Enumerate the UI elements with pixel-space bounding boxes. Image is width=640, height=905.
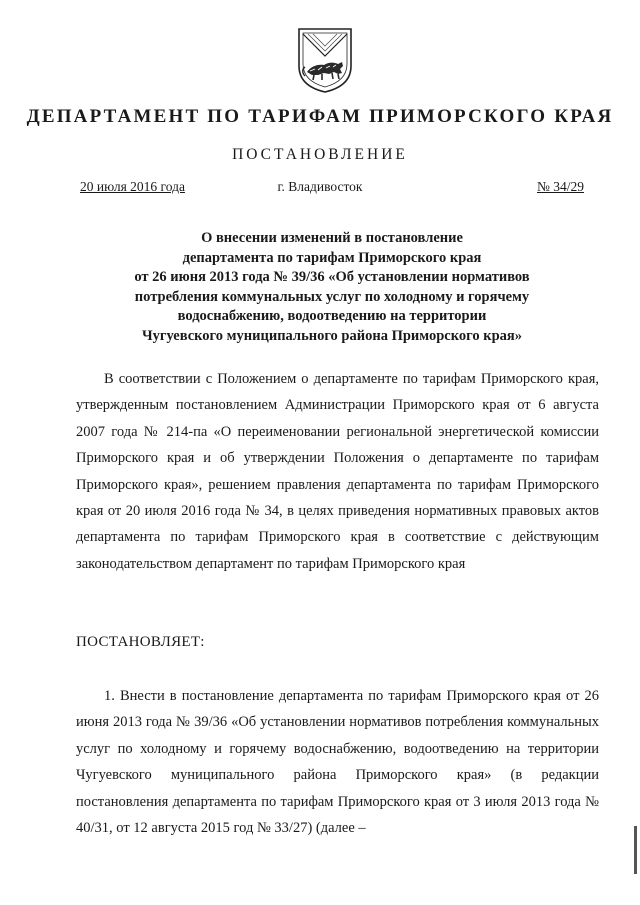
primorsky-krai-coat-of-arms-icon	[296, 26, 354, 94]
document-city: г. Владивосток	[277, 179, 363, 194]
subject-line: О внесении изменений в постановление	[201, 230, 463, 246]
subject-line: Чугуевского муниципального района Приморского края»	[141, 327, 522, 344]
department-title: ДЕПАРТАМЕНТ ПО ТАРИФАМ ПРИМОРСКОГО КРАЯ	[26, 106, 614, 127]
preamble-paragraph: В соответствии с Положением о департаменте по тарифам Приморского края, утвержденным постановлением Администрации Приморского края от 6 августа 2007 года № 214-па «О переименовании региональной энергетической комиссии Приморского края и об утверждении Положения о департаменте по тарифам Приморского края», решением правления департамента по тарифам Приморского края от 20 июля 2016 года № 34, в целях приведения нормативных правовых актов департамента по тарифам Приморского края в соответствие с действующим законодательством департамент по тарифам Приморского края	[76, 371, 599, 572]
subject-line: департамента по тарифам Приморского края	[182, 249, 482, 266]
item-1-paragraph: 1. Внести в постановление департамента по тарифам Приморского края от 26 июня 2013 года № 39/36 «Об установлении нормативов потребления коммунальных услуг по холодному и горячему водоснабжению, водоотведению на территории Чугуевского муниципального района Приморского края» (в редакции постановления департамента по тарифам Приморского края от 3 июля 2013 года № 40/31, от 12 августа 2015 год № 33/27) (далее –	[76, 688, 599, 837]
document-type: ПОСТАНОВЛЕНИЕ	[232, 146, 408, 163]
document-date: 20 июля 2016 года	[80, 179, 185, 194]
resolves-heading: ПОСТАНОВЛЯЕТ:	[76, 634, 205, 650]
document-subject	[80, 229, 584, 347]
scan-edge-mark	[634, 826, 637, 874]
subject-line: от 26 июня 2013 года № 39/36 «Об установлении нормативов	[134, 269, 530, 286]
document-number: № 34/29	[536, 179, 584, 194]
subject-line: водоснабжению, водоотведению на территории	[177, 308, 487, 325]
subject-line: потребления коммунальных услуг по холодному и горячему	[134, 288, 530, 305]
